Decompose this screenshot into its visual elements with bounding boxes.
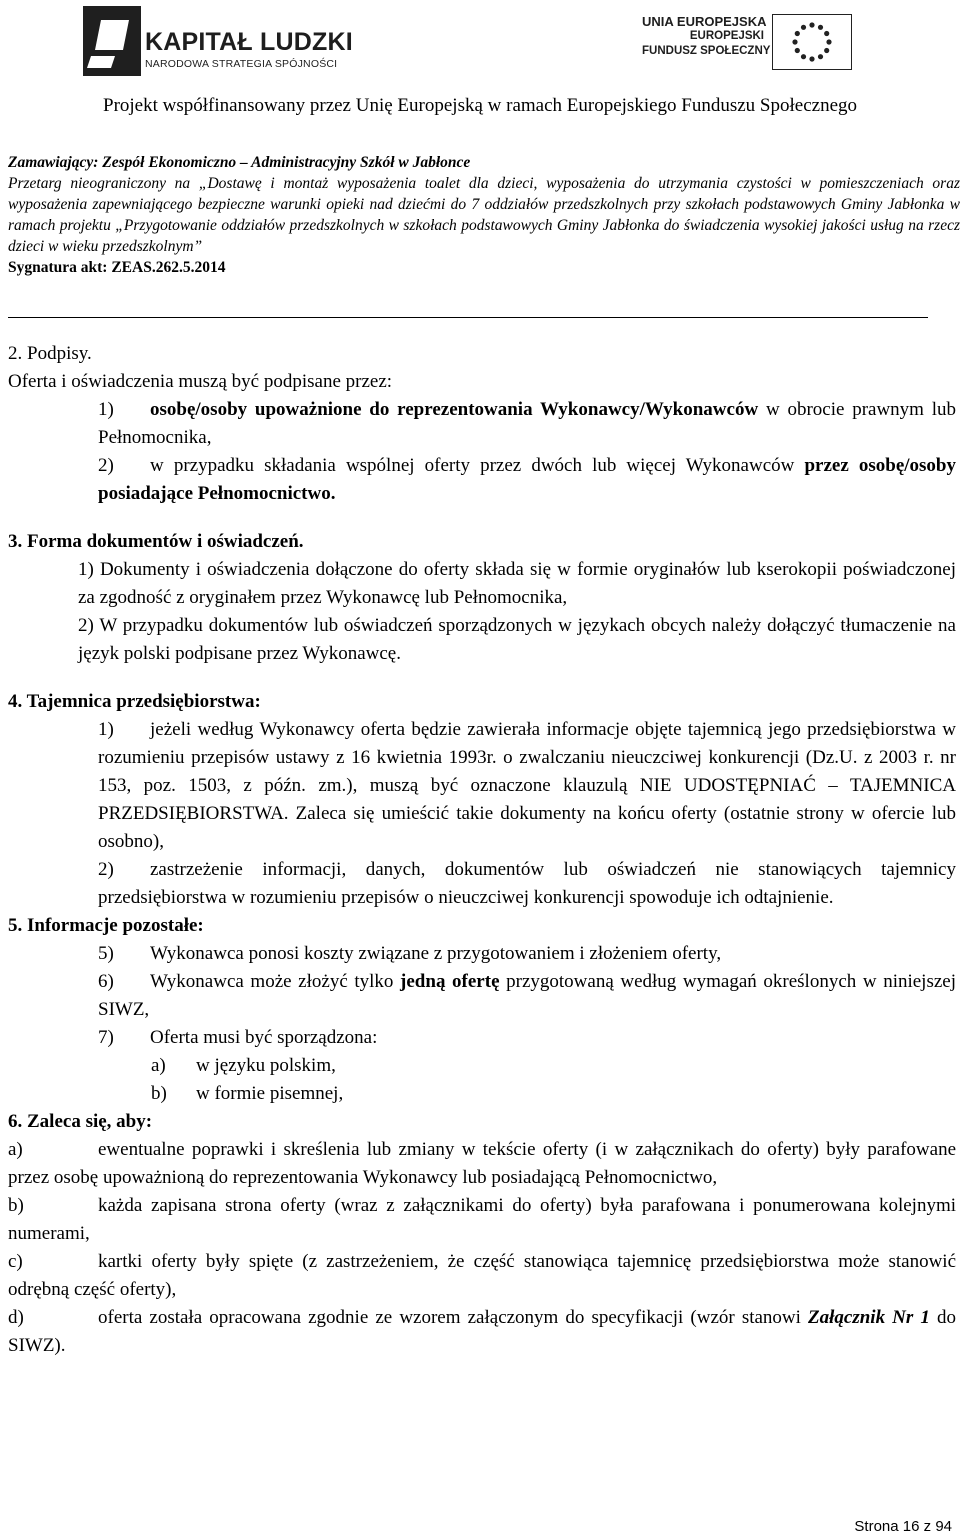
section-2-heading: 2. Podpisy. — [8, 343, 92, 364]
case-signature: Sygnatura akt: ZEAS.262.5.2014 — [8, 259, 226, 276]
document-body — [8, 340, 956, 1360]
eu-line-1: UNIA EUROPEJSKA — [642, 14, 767, 29]
eu-logo-text — [642, 14, 771, 59]
section-2-intro: Oferta i oświadczenia muszą być podpisane przez: — [8, 371, 393, 392]
kapital-ludzki-flag-icon — [83, 6, 141, 76]
eu-line-2: EUROPEJSKI — [689, 30, 764, 42]
kapital-ludzki-logo — [83, 6, 353, 80]
eu-flag-icon — [772, 14, 852, 70]
section-6-heading: 6. Zaleca się, aby: — [8, 1111, 153, 1132]
section-3-item-2: 2) W przypadku dokumentów lub oświadczeń sporządzonych w językach obcych należy dołączyć tłumaczenie na język polski podpisane przez Wykonawcę. — [78, 615, 956, 664]
section-5-heading: 5. Informacje pozostałe: — [8, 915, 204, 936]
section-6-item-c: c) kartki oferty były spięte (z zastrzeżeniem, że część stanowiąca tajemnicę przedsiębiorstwa może stanowić odrębną część oferty), — [8, 1251, 956, 1300]
eu-logo — [642, 14, 882, 78]
kapital-ludzki-title: KAPITAŁ LUDZKI — [145, 28, 353, 56]
tender-subject: Przetarg nieograniczony na „Dostawę i montaż wyposażenia toalet dla dzieci, wyposażenia do utrzymania czystości w pomieszczeniach oraz wyposażenia zapewniającego bezpieczne warunki opieki nad dziećmi do 7 oddziałów przedszkolnych przy szkołach podstawowych Gminy Jabłonka w ramach projektu „Przygotowanie oddziałów przedszkolnych w szkołach podstawowych Gminy Jabłonka do świadczenia wysokiej jakości usług na rzecz dzieci w wieku przedszkolnym” — [8, 175, 960, 255]
section-6-item-a: a) ewentualne poprawki i skreślenia lub zmiany w tekście oferty (i w załącznikach do oferty) były parafowane przez osobę upoważnioną do reprezentowania Wykonawcy lub posiadającą Pełnomocnictwo, — [8, 1139, 956, 1188]
section-5-item-7b: b) w formie pisemnej, — [151, 1083, 344, 1104]
section-3-item-1: 1) Dokumenty i oświadczenia dołączone do oferty składa się w formie oryginałów lub kserokopii poświadczonej za zgodność z oryginałem przez Wykonawcę lub Pełnomocnika, — [78, 559, 956, 608]
section-5-item-7a: a) w języku polskim, — [151, 1055, 336, 1076]
section-4-heading: 4. Tajemnica przedsiębiorstwa: — [8, 691, 261, 712]
section-5-item-5: 5) Wykonawca ponosi koszty związane z przygotowaniem i złożeniem oferty, — [98, 943, 722, 964]
section-3-heading: 3. Forma dokumentów i oświadczeń. — [8, 531, 304, 552]
document-meta — [8, 152, 960, 278]
eu-line-3: FUNDUSZ SPOŁECZNY — [642, 45, 771, 57]
section-4-item-2: 2) zastrzeżenie informacji, danych, dokumentów lub oświadczeń nie stanowiących tajemnicy przedsiębiorstwa w rozumieniu przepisów o nieuczciwej konkurencji spowoduje ich odtajnienie. — [98, 859, 956, 908]
section-5-item-6: 6) Wykonawca może złożyć tylko jedną ofertę przygotowaną według wymagań określonych w niniejszej SIWZ, — [98, 971, 957, 1020]
header-divider — [8, 317, 928, 318]
kapital-ludzki-subtitle: NARODOWA STRATEGIA SPÓJNOŚCI — [145, 58, 338, 70]
section-2-item-2: 2) w przypadku składania wspólnej oferty przez dwóch lub więcej Wykonawców przez osobę/osoby posiadające Pełnomocnictwo. — [98, 455, 956, 504]
section-5-item-7: 7) Oferta musi być sporządzona: — [98, 1027, 378, 1048]
section-2-item-1: 1) osobę/osoby upoważnione do reprezentowania Wykonawcy/Wykonawców w obrocie prawnym lub Pełnomocnika, — [98, 399, 956, 448]
section-6-item-d: d) oferta została opracowana zgodnie ze wzorem załączonym do specyfikacji (wzór stanowi Załącznik Nr 1 do SIWZ). — [8, 1307, 957, 1356]
section-6-item-b: b) każda zapisana strona oferty (wraz z załącznikami do oferty) była parafowana i ponumerowana kolejnymi numerami, — [8, 1195, 956, 1244]
page-number: Strona 16 z 94 — [854, 1518, 952, 1535]
section-4-item-1: 1) jeżeli według Wykonawcy oferta będzie zawierała informacje objęte tajemnicą jego przedsiębiorstwa w rozumieniu przepisów ustawy z 16 kwietnia 1993r. o zwalczaniu nieuczciwej konkurencji (Dz.U. z 2003 r. nr 153, poz. 1503, z późn. zm.), muszą być oznaczone klauzulą NIE UDOSTĘPNIAĆ – TAJEMNICA PRZEDSIĘBIORSTWA. Zaleca się umieścić takie dokumenty na końcu oferty (ostatnie strony w ofercie lub osobno), — [98, 719, 956, 852]
ordering-party: Zamawiający: Zespół Ekonomiczno – Administracyjny Szkół w Jabłonce — [8, 154, 471, 171]
project-cofinancing-line: Projekt współfinansowany przez Unię Europejską w ramach Europejskiego Funduszu Społecznego — [103, 95, 857, 116]
